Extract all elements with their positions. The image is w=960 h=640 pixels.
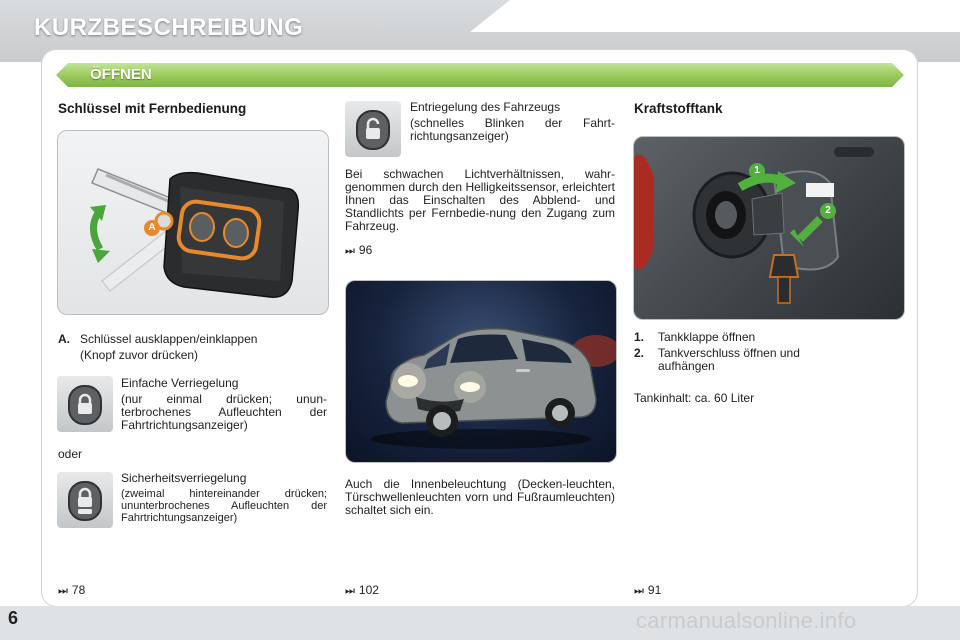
step1-number: 1. [634, 330, 645, 344]
item-a-line1: Schlüssel ausklappen/einklappen [80, 332, 258, 346]
ref-arrow-icon: ⏭ [58, 585, 68, 597]
ref-arrow-icon: ⏭ [345, 585, 355, 597]
car-illustration [346, 281, 616, 462]
ref-arrow-icon: ⏭ [634, 585, 644, 597]
step1-text: Tankklappe öffnen [658, 330, 756, 344]
key-marker-a: A [144, 220, 160, 236]
fuel-tank-photo [633, 136, 905, 320]
lock-simple-icon [57, 376, 113, 432]
car-photo [345, 280, 617, 463]
ref-91: ⏭ 91 [634, 583, 662, 597]
ref-96: ⏭ 96 [345, 243, 373, 257]
page-title: KURZBESCHREIBUNG [34, 14, 304, 41]
watermark: carmanualsonline.info [636, 608, 857, 633]
key-heading: Schlüssel mit Fernbedienung [58, 101, 247, 116]
dark-lighting-text: Bei schwachen Lichtverhältnissen, wahr-genommen durch den Helligkeitssensor, erleichtert Ihnen das Einschalten des Abblend- und Standlichts per Fernbedie-nung den Zugang zum Fahrzeug. [345, 167, 615, 233]
ref-arrow-icon: ⏭ [345, 245, 355, 257]
section-banner [56, 63, 904, 87]
or-text: oder [58, 447, 83, 461]
lock-simple-title: Einfache Verriegelung [121, 376, 239, 390]
lock-simple-text: (nur einmal drücken; unun-terbrochenes Aufleuchten der Fahrtrichtungsanzeiger) [121, 392, 327, 432]
fuel-heading: Kraftstofftank [634, 101, 723, 116]
interior-lighting-text: Auch die Innenbeleuchtung (Decken-leuchten, Türschwellenleuchten vorn und Fußraumleuchten) schaltet sich ein. [345, 477, 615, 517]
remote-key-illustration [58, 131, 328, 314]
key-photo [57, 130, 329, 315]
unlock-title: Entriegelung des Fahrzeugs [410, 100, 561, 114]
section-title: ÖFFNEN [90, 66, 152, 83]
lock-secure-text: (zweimal hintereinander drücken; ununterbrochenes Aufleuchten der Fahrtrichtungsanzeiger) [121, 488, 327, 524]
ref-78: ⏭ 78 [58, 583, 86, 597]
fuel-marker-1: 1 [749, 163, 765, 179]
step2-text: Tankverschluss öffnen und aufhängen [658, 346, 800, 373]
lock-secure-title: Sicherheitsverriegelung [121, 471, 247, 485]
step2-number: 2. [634, 346, 645, 360]
unlock-icon [345, 101, 401, 157]
fuel-tank-illustration [634, 137, 904, 319]
page-number: 6 [8, 608, 19, 628]
fuel-marker-2: 2 [820, 203, 836, 219]
unlock-text: (schnelles Blinken der Fahrt-richtungsanzeiger) [410, 116, 615, 143]
lock-secure-icon [57, 472, 113, 528]
ref-102: ⏭ 102 [345, 583, 379, 597]
item-a-line2: (Knopf zuvor drücken) [80, 348, 199, 362]
header-cut [470, 0, 960, 32]
item-a-label: A. [58, 332, 70, 346]
tank-capacity: Tankinhalt: ca. 60 Liter [634, 391, 755, 405]
